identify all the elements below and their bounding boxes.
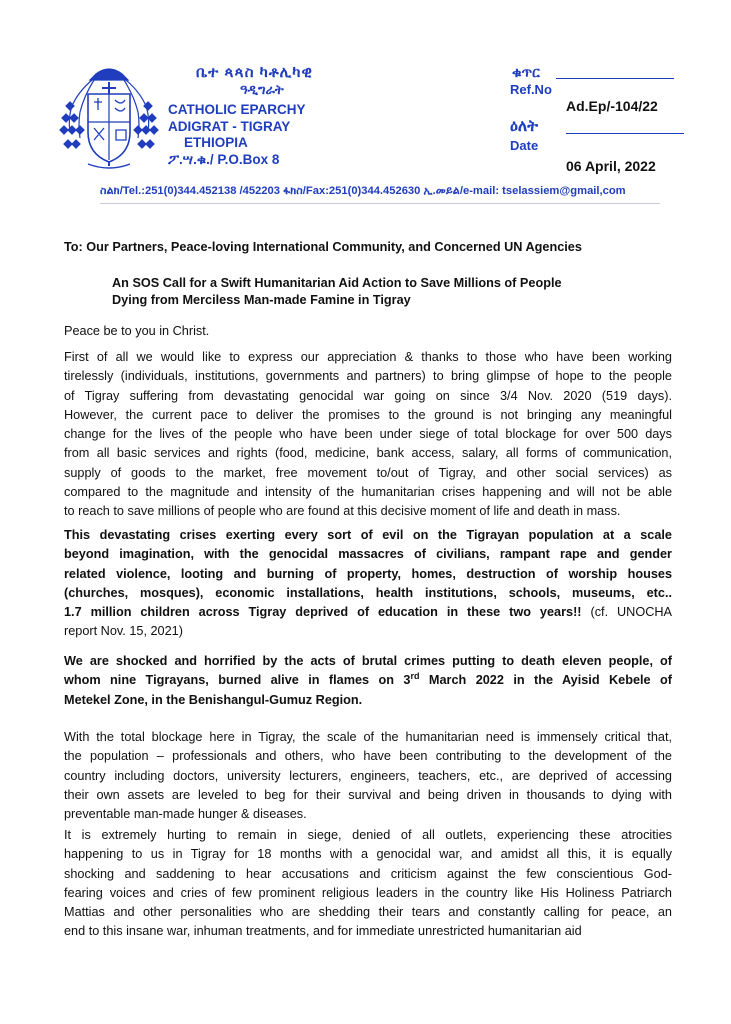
text-line: to reach to save millions of people who are found at this decisive moment of life and death in mass.	[64, 504, 621, 519]
po-box: ፖ.ሣ.ቁ./ P.O.Box 8	[168, 152, 280, 167]
text-line: Metekel Zone, in the Benishangul-Gumuz Region.	[64, 692, 363, 707]
text-line: (churches, mosques), economic installations, health institutions, schools, museums, etc..	[64, 585, 672, 600]
text-line: compared to the magnitude and intensity of the humanitarian crises happening and will not be able	[64, 485, 672, 500]
organization-block	[168, 64, 468, 168]
text-line: tirelessly (individuals, institutions, governments and partners) to bring glimpse of hope to the people	[64, 369, 672, 384]
text-line: from all basic services and rights (food, medicine, bank access, salary, all forms of communication,	[64, 446, 672, 461]
org-name-english-3: ETHIOPIA	[184, 135, 248, 150]
text-line: supply of goods to the market, free movement to/out of Tigray, and other social services) as	[64, 465, 672, 480]
text-line: their own assets are leveled to beg for their survival and being driven in thousands to dying with	[64, 787, 672, 802]
citation: report Nov. 15, 2021)	[64, 624, 183, 639]
text-line: country including doctors, university lecturers, engineers, teachers, etc., are deprived of accessing	[64, 768, 672, 783]
episcopal-coat-of-arms-icon	[58, 62, 160, 174]
text-span: March 2022 in the Ayisid Kebele of	[419, 673, 672, 688]
text-line: However, the current pace to deliver the promises to the ground is not bringing any meaningful	[64, 407, 672, 422]
text-line: With the total blockage here in Tigray, the scale of the humanitarian need is immensely critical that,	[64, 730, 672, 744]
text-line: preventable man-made hunger & diseases.	[64, 807, 307, 822]
paragraph-3	[64, 652, 672, 710]
subject-block	[112, 275, 562, 309]
text-line: fearing voices and cries of few prominent religious leaders in the country like His Holiness Patriarch	[64, 885, 672, 900]
text-span: 1.7 million children across Tigray deprived of education in these two years!!	[64, 605, 582, 620]
text-line	[64, 603, 672, 622]
text-line	[64, 671, 672, 690]
org-name-english-1: CATHOLIC EPARCHY	[168, 102, 306, 117]
ref-value: Ad.Ep/-104/22	[566, 98, 658, 114]
ordinal-suffix: rd	[410, 671, 420, 682]
date-value: 06 April, 2022	[566, 158, 656, 174]
date-underline	[566, 133, 684, 134]
subject-line: Dying from Merciless Man-made Famine in Tigray	[112, 293, 411, 307]
date-label-amharic: ዕለት	[510, 118, 539, 135]
greeting: Peace be to you in Christ.	[64, 324, 210, 338]
text-line: related violence, looting and burning of property, homes, destruction of worship houses	[64, 566, 672, 581]
text-line: the population – professionals and others, who have been contributing to the development of the	[64, 749, 672, 764]
letterhead-divider	[100, 203, 660, 204]
text-line: First of all we would like to express our appreciation & thanks to those who have been working	[64, 350, 672, 364]
org-name-english-2: ADIGRAT - TIGRAY	[168, 119, 291, 134]
paragraph-2	[64, 526, 672, 642]
org-name-amharic-1: ቤተ ጳጳስ ካቶሊካዊ	[196, 64, 313, 81]
recipient-line: To: Our Partners, Peace-loving International Community, and Concerned UN Agencies	[64, 240, 582, 254]
paragraph-4	[64, 728, 672, 824]
paragraph-1	[64, 348, 672, 522]
subject-line: An SOS Call for a Swift Humanitarian Aid Action to Save Millions of People	[112, 276, 562, 290]
text-line: Mattias and other personalities who are shedding their tears and constantly calling for peace, an	[64, 905, 672, 920]
text-line: beyond imagination, with the genocidal massacres of civilians, rampant rape and gender	[64, 547, 672, 562]
text-line: It is extremely hurting to remain in siege, denied of all outlets, experiencing these atrocities	[64, 828, 672, 842]
ref-label: Ref.No	[510, 82, 552, 97]
ref-underline	[556, 78, 674, 79]
text-line: of Tigray suffering from devastating genocidal war going on since 3/4 Nov. 2020 (519 days).	[64, 388, 672, 403]
text-line: We are shocked and horrified by the acts of brutal crimes putting to death eleven people, of	[64, 654, 672, 668]
date-label: Date	[510, 138, 539, 153]
contact-line: ስልክ/Tel.:251(0)344.452138 /452203 ፋክስ/Fax:251(0)344.452630 ኢ.መይል/e-mail: tselassiem@gmail,com	[100, 185, 626, 197]
text-line: end to this insane war, inhuman treatments, and for immediate unrestricted humanitarian aid	[64, 924, 582, 939]
text-line: shocking and saddening to hear accusations and criticism against the few conscientious God-	[64, 866, 672, 881]
citation: (cf. UNOCHA	[590, 605, 672, 620]
text-span: whom nine Tigrayans, burned alive in flames on 3	[64, 673, 411, 688]
text-line: happening to us in Tigray for 18 months with a genocidal war, and amidst all this, it is equally	[64, 847, 672, 862]
text-line: change for the lives of the people who have been under siege of total blockage for over 500 days	[64, 427, 672, 442]
ref-label-amharic: ቁጥር	[512, 64, 540, 80]
org-name-amharic-2: ዓዲግራት	[240, 82, 284, 97]
text-line: This devastating crises exerting every sort of evil on the Tigrayan population at a scale	[64, 528, 672, 542]
paragraph-5	[64, 826, 672, 942]
